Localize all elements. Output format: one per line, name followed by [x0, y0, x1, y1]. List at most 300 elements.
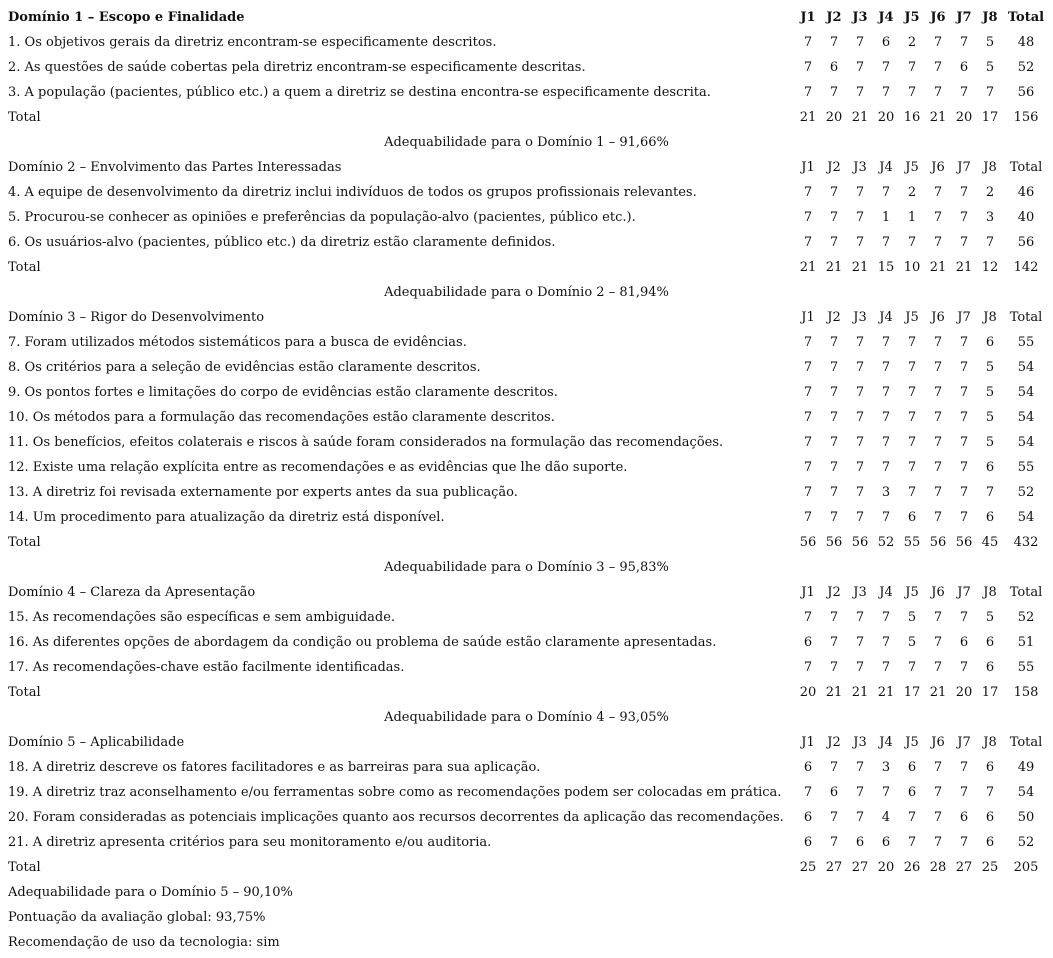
judge-header: J5 — [905, 735, 919, 750]
score-cell: 55 — [903, 535, 921, 550]
score-cell: 7 — [959, 385, 969, 400]
domain-adequacy: Adequabilidade para o Domínio 4 – 93,05% — [384, 710, 669, 725]
score-cell: 7 — [829, 485, 839, 500]
item-row — [0, 505, 1053, 530]
score-cell: 7 — [803, 360, 813, 375]
judge-header: J4 — [879, 735, 893, 750]
score-cell: 7 — [907, 235, 917, 250]
judge-header: J8 — [982, 10, 998, 25]
score-cell: 7 — [959, 835, 969, 850]
score-cell: 7 — [855, 810, 865, 825]
score-cell: 3 — [881, 760, 891, 775]
score-cell: 7 — [933, 185, 943, 200]
score-cell: 7 — [933, 810, 943, 825]
score-cell: 7 — [803, 60, 813, 75]
score-cell: 5 — [985, 610, 995, 625]
score-cell: 6 — [907, 785, 917, 800]
judge-header: J2 — [827, 310, 841, 325]
judge-header: J7 — [957, 160, 971, 175]
score-cell: 7 — [881, 185, 891, 200]
score-cell: 6 — [985, 810, 995, 825]
score-cell: 7 — [855, 360, 865, 375]
item-row — [0, 780, 1053, 805]
total-cell: 54 — [1017, 785, 1035, 800]
total-header: Total — [1009, 585, 1043, 600]
score-cell: 6 — [803, 810, 813, 825]
score-cell: 20 — [825, 110, 843, 125]
score-cell: 7 — [933, 335, 943, 350]
score-cell: 21 — [877, 685, 895, 700]
score-cell: 7 — [959, 85, 969, 100]
score-cell: 7 — [881, 235, 891, 250]
score-cell: 7 — [959, 610, 969, 625]
score-cell: 7 — [881, 660, 891, 675]
score-cell: 7 — [803, 785, 813, 800]
score-cell: 5 — [985, 435, 995, 450]
judge-header: J5 — [904, 10, 920, 25]
score-cell: 21 — [799, 110, 817, 125]
item-text: 3. A população (pacientes, público etc.) a quem a diretriz se destina encontra-se especificamente descrita. — [8, 85, 711, 100]
judge-header: J7 — [957, 585, 971, 600]
score-cell: 7 — [933, 360, 943, 375]
score-cell: 7 — [855, 210, 865, 225]
total-cell: 142 — [1013, 260, 1039, 275]
totals-label: Total — [8, 535, 41, 550]
domain-adequacy: Adequabilidade para o Domínio 5 – 90,10% — [8, 885, 293, 900]
score-cell: 7 — [803, 335, 813, 350]
item-text: 13. A diretriz foi revisada externamente por experts antes da sua publicação. — [8, 485, 518, 500]
score-cell: 7 — [959, 785, 969, 800]
score-cell: 7 — [829, 185, 839, 200]
score-cell: 7 — [959, 35, 969, 50]
score-cell: 7 — [881, 635, 891, 650]
total-cell: 54 — [1017, 410, 1035, 425]
score-cell: 45 — [981, 535, 999, 550]
score-cell: 7 — [907, 835, 917, 850]
totals-row — [0, 255, 1053, 280]
score-cell: 1 — [907, 210, 917, 225]
adequacy-row — [0, 705, 1053, 730]
score-cell: 7 — [933, 210, 943, 225]
score-cell: 21 — [955, 260, 973, 275]
total-cell: 52 — [1017, 835, 1035, 850]
domain-title: Domínio 3 – Rigor do Desenvolvimento — [8, 310, 265, 325]
score-cell: 7 — [855, 235, 865, 250]
score-cell: 7 — [829, 435, 839, 450]
score-cell: 7 — [803, 485, 813, 500]
total-cell: 55 — [1017, 660, 1035, 675]
score-cell: 21 — [799, 260, 817, 275]
score-cell: 21 — [851, 260, 869, 275]
score-cell: 7 — [855, 35, 865, 50]
item-text: 10. Os métodos para a formulação das recomendações estão claramente descritos. — [8, 410, 555, 425]
score-cell: 52 — [877, 535, 895, 550]
domain-title: Domínio 4 – Clareza da Apresentação — [8, 585, 256, 600]
item-row — [0, 205, 1053, 230]
total-cell: 52 — [1017, 610, 1035, 625]
score-cell: 6 — [803, 835, 813, 850]
domain-adequacy: Adequabilidade para o Domínio 3 – 95,83% — [384, 560, 669, 575]
domain-header — [0, 580, 1053, 605]
score-cell: 7 — [907, 435, 917, 450]
item-row — [0, 55, 1053, 80]
score-cell: 21 — [825, 260, 843, 275]
judge-header: J1 — [801, 585, 815, 600]
score-cell: 5 — [907, 610, 917, 625]
score-cell: 7 — [855, 60, 865, 75]
score-cell: 7 — [855, 385, 865, 400]
score-cell: 7 — [985, 785, 995, 800]
judge-header: J8 — [983, 160, 997, 175]
score-cell: 7 — [959, 760, 969, 775]
domain-adequacy: Adequabilidade para o Domínio 1 – 91,66% — [384, 135, 669, 150]
domain-header — [0, 730, 1053, 755]
score-cell: 7 — [855, 660, 865, 675]
score-cell: 7 — [881, 360, 891, 375]
judge-header: J3 — [852, 10, 868, 25]
score-cell: 6 — [985, 460, 995, 475]
total-cell: 49 — [1017, 760, 1035, 775]
score-cell: 15 — [877, 260, 895, 275]
item-text: 21. A diretriz apresenta critérios para seu monitoramento e/ou auditoria. — [8, 835, 492, 850]
judge-header: J4 — [879, 160, 893, 175]
total-cell: 158 — [1013, 685, 1039, 700]
score-cell: 6 — [985, 510, 995, 525]
domain-title: Domínio 5 – Aplicabilidade — [8, 735, 185, 750]
item-text: 9. Os pontos fortes e limitações do corpo de evidências estão claramente descritos. — [8, 385, 558, 400]
score-cell: 7 — [959, 185, 969, 200]
total-cell: 40 — [1017, 210, 1035, 225]
score-cell: 27 — [851, 860, 869, 875]
score-cell: 7 — [829, 235, 839, 250]
score-cell: 7 — [933, 460, 943, 475]
technology-recommendation: Recomendação de uso da tecnologia: sim — [8, 935, 280, 950]
score-cell: 25 — [981, 860, 999, 875]
item-text: 1. Os objetivos gerais da diretriz encontram-se especificamente descritos. — [8, 35, 497, 50]
score-cell: 7 — [803, 85, 813, 100]
score-cell: 7 — [803, 210, 813, 225]
score-cell: 2 — [907, 35, 917, 50]
total-header: Total — [1007, 10, 1045, 25]
score-cell: 7 — [933, 660, 943, 675]
score-cell: 5 — [985, 410, 995, 425]
total-header: Total — [1009, 310, 1043, 325]
judge-header: J7 — [957, 310, 971, 325]
judge-header: J8 — [983, 310, 997, 325]
adequacy-row — [0, 555, 1053, 580]
total-cell: 54 — [1017, 360, 1035, 375]
judge-header: J3 — [853, 735, 867, 750]
item-row — [0, 830, 1053, 855]
item-text: 15. As recomendações são específicas e sem ambiguidade. — [8, 610, 396, 625]
score-cell: 7 — [881, 460, 891, 475]
totals-label: Total — [8, 110, 41, 125]
score-cell: 7 — [829, 460, 839, 475]
judge-header: J4 — [878, 10, 894, 25]
score-cell: 5 — [907, 635, 917, 650]
score-cell: 7 — [829, 360, 839, 375]
judge-header: J6 — [930, 10, 946, 25]
score-cell: 10 — [903, 260, 921, 275]
score-cell: 7 — [959, 410, 969, 425]
total-cell: 205 — [1013, 860, 1039, 875]
total-cell: 55 — [1017, 335, 1035, 350]
item-row — [0, 755, 1053, 780]
score-cell: 7 — [933, 760, 943, 775]
total-cell: 54 — [1017, 385, 1035, 400]
total-cell: 52 — [1017, 60, 1035, 75]
item-text: 20. Foram consideradas as potenciais implicações quanto aos recursos decorrentes da aplicação das recomendações. — [8, 810, 784, 825]
score-cell: 56 — [929, 535, 947, 550]
score-cell: 7 — [829, 635, 839, 650]
score-cell: 7 — [933, 485, 943, 500]
item-row — [0, 230, 1053, 255]
score-cell: 7 — [855, 760, 865, 775]
score-cell: 2 — [985, 185, 995, 200]
totals-row — [0, 855, 1053, 880]
judge-header: J1 — [800, 10, 816, 25]
score-cell: 7 — [803, 35, 813, 50]
judge-header: J3 — [853, 585, 867, 600]
score-cell: 7 — [881, 410, 891, 425]
score-cell: 16 — [903, 110, 921, 125]
score-cell: 7 — [855, 635, 865, 650]
score-cell: 7 — [803, 660, 813, 675]
judge-header: J1 — [801, 735, 815, 750]
score-cell: 7 — [803, 185, 813, 200]
score-cell: 7 — [907, 460, 917, 475]
evaluation-table — [0, 5, 1053, 955]
score-cell: 6 — [959, 810, 969, 825]
score-cell: 7 — [829, 510, 839, 525]
total-header: Total — [1009, 735, 1043, 750]
score-cell: 6 — [803, 760, 813, 775]
score-cell: 6 — [855, 835, 865, 850]
score-cell: 7 — [855, 410, 865, 425]
item-text: 6. Os usuários-alvo (pacientes, público etc.) da diretriz estão claramente definidos. — [8, 235, 556, 250]
adequacy-row — [0, 130, 1053, 155]
totals-label: Total — [8, 860, 41, 875]
item-row — [0, 630, 1053, 655]
judge-header: J2 — [827, 735, 841, 750]
score-cell: 1 — [881, 210, 891, 225]
score-cell: 6 — [881, 835, 891, 850]
totals-row — [0, 105, 1053, 130]
score-cell: 6 — [907, 510, 917, 525]
score-cell: 7 — [985, 485, 995, 500]
total-cell: 46 — [1017, 185, 1035, 200]
score-cell: 5 — [985, 385, 995, 400]
score-cell: 5 — [985, 60, 995, 75]
score-cell: 6 — [985, 335, 995, 350]
score-cell: 7 — [907, 360, 917, 375]
total-cell: 54 — [1017, 510, 1035, 525]
judge-header: J1 — [801, 310, 815, 325]
judge-header: J4 — [879, 310, 893, 325]
score-cell: 7 — [803, 510, 813, 525]
judge-header: J8 — [983, 735, 997, 750]
score-cell: 6 — [829, 785, 839, 800]
judge-header: J6 — [931, 735, 945, 750]
score-cell: 7 — [829, 210, 839, 225]
score-cell: 7 — [829, 760, 839, 775]
score-cell: 7 — [959, 335, 969, 350]
total-cell: 52 — [1017, 485, 1035, 500]
score-cell: 7 — [933, 610, 943, 625]
score-cell: 21 — [825, 685, 843, 700]
total-header: Total — [1009, 160, 1043, 175]
score-cell: 56 — [825, 535, 843, 550]
score-cell: 7 — [933, 835, 943, 850]
score-cell: 7 — [855, 485, 865, 500]
score-cell: 7 — [907, 85, 917, 100]
global-score: Pontuação da avaliação global: 93,75% — [8, 910, 266, 925]
judge-header: J3 — [853, 160, 867, 175]
item-text: 8. Os critérios para a seleção de evidências estão claramente descritos. — [8, 360, 481, 375]
score-cell: 21 — [929, 685, 947, 700]
score-cell: 6 — [985, 760, 995, 775]
score-cell: 20 — [955, 685, 973, 700]
score-cell: 7 — [959, 460, 969, 475]
score-cell: 7 — [829, 810, 839, 825]
score-cell: 7 — [855, 785, 865, 800]
item-row — [0, 180, 1053, 205]
item-text: 4. A equipe de desenvolvimento da diretriz inclui indivíduos de todos os grupos profissionais relevantes. — [8, 185, 697, 200]
score-cell: 7 — [855, 185, 865, 200]
item-row — [0, 805, 1053, 830]
score-cell: 7 — [855, 85, 865, 100]
item-row — [0, 380, 1053, 405]
score-cell: 7 — [933, 635, 943, 650]
domain-header — [0, 305, 1053, 330]
item-row — [0, 30, 1053, 55]
score-cell: 7 — [959, 435, 969, 450]
score-cell: 28 — [929, 860, 947, 875]
item-text: 5. Procurou-se conhecer as opiniões e preferências da população-alvo (pacientes, público etc.). — [8, 210, 636, 225]
item-row — [0, 605, 1053, 630]
item-row — [0, 430, 1053, 455]
score-cell: 6 — [959, 60, 969, 75]
score-cell: 21 — [851, 110, 869, 125]
score-cell: 7 — [881, 610, 891, 625]
domain-header — [0, 155, 1053, 180]
score-cell: 7 — [933, 85, 943, 100]
score-cell: 5 — [985, 35, 995, 50]
item-text: 17. As recomendações-chave estão facilmente identificadas. — [8, 660, 405, 675]
score-cell: 21 — [851, 685, 869, 700]
score-cell: 7 — [803, 410, 813, 425]
score-cell: 6 — [985, 635, 995, 650]
judge-header: J2 — [827, 585, 841, 600]
score-cell: 7 — [829, 335, 839, 350]
item-text: 7. Foram utilizados métodos sistemáticos para a busca de evidências. — [8, 335, 467, 350]
score-cell: 7 — [803, 435, 813, 450]
judge-header: J3 — [853, 310, 867, 325]
score-cell: 7 — [803, 385, 813, 400]
item-row — [0, 655, 1053, 680]
item-text: 19. A diretriz traz aconselhamento e/ou ferramentas sobre como as recomendações podem ser colocadas em prática. — [8, 785, 782, 800]
score-cell: 2 — [907, 185, 917, 200]
score-cell: 7 — [907, 485, 917, 500]
score-cell: 20 — [955, 110, 973, 125]
score-cell: 7 — [933, 410, 943, 425]
judge-header: J8 — [983, 585, 997, 600]
item-text: 12. Existe uma relação explícita entre as recomendações e as evidências que lhe dão suporte. — [8, 460, 628, 475]
total-cell: 54 — [1017, 435, 1035, 450]
item-row — [0, 455, 1053, 480]
score-cell: 7 — [933, 235, 943, 250]
score-cell: 12 — [981, 260, 999, 275]
judge-header: J5 — [905, 310, 919, 325]
adequacy-row — [0, 880, 1053, 905]
score-cell: 7 — [907, 385, 917, 400]
score-cell: 7 — [855, 435, 865, 450]
global-score-row — [0, 905, 1053, 930]
score-cell: 6 — [959, 635, 969, 650]
score-cell: 7 — [985, 235, 995, 250]
judge-header: J7 — [957, 735, 971, 750]
domain-title: Domínio 1 – Escopo e Finalidade — [8, 10, 245, 25]
score-cell: 7 — [803, 610, 813, 625]
score-cell: 7 — [829, 35, 839, 50]
domain-title: Domínio 2 – Envolvimento das Partes Interessadas — [8, 160, 342, 175]
score-cell: 56 — [955, 535, 973, 550]
item-text: 14. Um procedimento para atualização da diretriz está disponível. — [8, 510, 445, 525]
score-cell: 17 — [981, 685, 999, 700]
score-cell: 21 — [929, 260, 947, 275]
item-row — [0, 330, 1053, 355]
total-cell: 51 — [1017, 635, 1035, 650]
judge-header: J1 — [801, 160, 815, 175]
judge-header: J7 — [956, 10, 972, 25]
score-cell: 7 — [829, 385, 839, 400]
score-cell: 7 — [881, 785, 891, 800]
score-cell: 7 — [933, 510, 943, 525]
judge-header: J2 — [826, 10, 842, 25]
judge-header: J6 — [931, 310, 945, 325]
score-cell: 7 — [959, 660, 969, 675]
item-row — [0, 355, 1053, 380]
total-cell: 56 — [1017, 85, 1035, 100]
total-cell: 50 — [1017, 810, 1035, 825]
item-row — [0, 405, 1053, 430]
score-cell: 7 — [907, 335, 917, 350]
judge-header: J6 — [931, 160, 945, 175]
item-row — [0, 80, 1053, 105]
total-cell: 55 — [1017, 460, 1035, 475]
score-cell: 6 — [803, 635, 813, 650]
score-cell: 4 — [881, 810, 891, 825]
domain-header — [0, 5, 1053, 30]
item-row — [0, 480, 1053, 505]
score-cell: 7 — [933, 785, 943, 800]
score-cell: 7 — [829, 610, 839, 625]
score-cell: 7 — [959, 510, 969, 525]
score-cell: 7 — [829, 85, 839, 100]
total-cell: 48 — [1017, 35, 1035, 50]
judge-header: J5 — [905, 585, 919, 600]
score-cell: 7 — [803, 235, 813, 250]
score-cell: 7 — [855, 510, 865, 525]
score-cell: 7 — [855, 335, 865, 350]
score-cell: 17 — [903, 685, 921, 700]
score-cell: 7 — [933, 35, 943, 50]
score-cell: 7 — [881, 85, 891, 100]
score-cell: 7 — [959, 360, 969, 375]
score-cell: 20 — [877, 110, 895, 125]
judge-header: J5 — [905, 160, 919, 175]
judge-header: J4 — [879, 585, 893, 600]
